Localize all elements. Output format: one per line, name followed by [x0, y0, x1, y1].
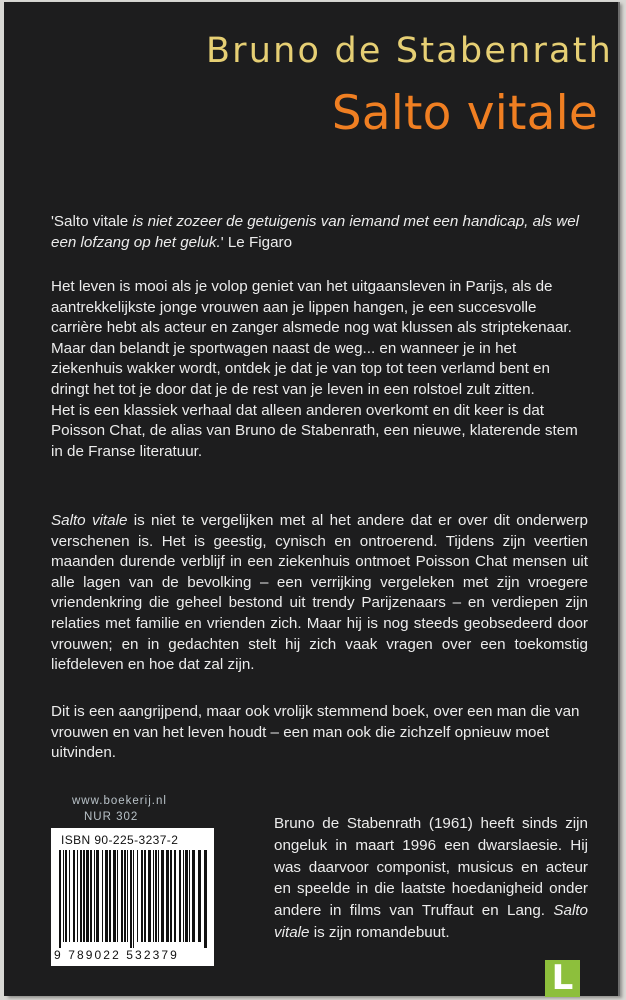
- ean-number: 9 789022 532379: [54, 948, 179, 962]
- book-back-cover: [4, 2, 618, 996]
- description-paragraph-2: [51, 511, 588, 676]
- nur-code: NUR 302: [84, 811, 139, 823]
- isbn-number: ISBN 90-225-3237-2: [61, 833, 179, 847]
- description-text-2: is niet te vergelijken met al het andere dat er over dit onderwerp verschenen is. Het is geestig, cynisch en ontroerend. Tijdens zijn veertien maanden durende verblijf in een ziekenhuis ontmoet Poisson Chat mensen uit alle lagen van de bevolking – een verrijking vergeleken met zijn vroegere vriendenkring die geheel bestond uit trendy Parijzenaars – en verdiepen zijn relaties met familie en vrienden zich. Maar hij is nog steeds geobsedeerd door vrouwen; en in gedachten stelt hij zich vaak vragen over een toekomstig liefdeleven en hoe dat zal zijn.: [51, 512, 588, 674]
- book-title: Salto vitale: [331, 86, 598, 141]
- quote-source: ' Le Figaro: [220, 233, 293, 251]
- description-title-ref: Salto vitale: [51, 512, 128, 529]
- description-text-3: Dit is een aangrijpend, maar ook vrolijk stemmend boek, over een man die van vrouwen en van het leven houdt – een man ook die zichzelf opnieuw moet uitvinden.: [51, 703, 580, 762]
- barcode-icon: [55, 850, 210, 948]
- publisher-website: www.boekerij.nl: [72, 795, 167, 807]
- author-bio: [274, 813, 588, 944]
- quote-open: 'Salto vitale: [51, 213, 133, 230]
- author-bio-text: Bruno de Stabenrath (1961) heeft sinds zijn ongeluk in maart 1996 een dwarslaesie. Hij was daarvoor componist, musicus en acteur en speelde in die laatste hoedanigheid onder andere in films van Truffaut en Lang.: [274, 815, 588, 920]
- description-paragraph-3: [51, 702, 588, 764]
- logo-letter: L: [551, 958, 574, 998]
- description-text-1: Het leven is mooi als je volop geniet van het uitgaansleven in Parijs, als de aantrekkelijkste jonge vrouwen aan je lippen hangen, je een succesvolle carrière hebt als acteur en zanger alsmede nog wat klussen als striptekenaar. Maar dan belandt je sportwagen naast de weg... en wanneer je in het ziekenhuis wakker wordt, ontdek je dat je van top tot teen verlamd bent en dringt het tot je door dat je de rest van je leven in een rolstoel zult zitten.: [51, 278, 572, 398]
- author-name: Bruno de Stabenrath: [205, 31, 613, 71]
- author-bio-end: is zijn romandebuut.: [309, 923, 450, 941]
- barcode-label: [51, 828, 214, 966]
- quote-text: is niet zozeer de getuigenis van iemand met een handicap, als wel een lofzang op het geluk.: [51, 213, 580, 251]
- description-paragraph-1: [51, 277, 588, 462]
- description-text-1b: Het is een klassiek verhaal dat alleen anderen overkomt en dit keer is dat Poisson Chat, de alias van Bruno de Stabenrath, een nieuwe, klaterende stem in de Franse literatuur.: [51, 401, 578, 460]
- author-bio-title: Salto vitale: [274, 902, 588, 941]
- publisher-logo: [545, 960, 580, 997]
- press-quote: [51, 212, 588, 253]
